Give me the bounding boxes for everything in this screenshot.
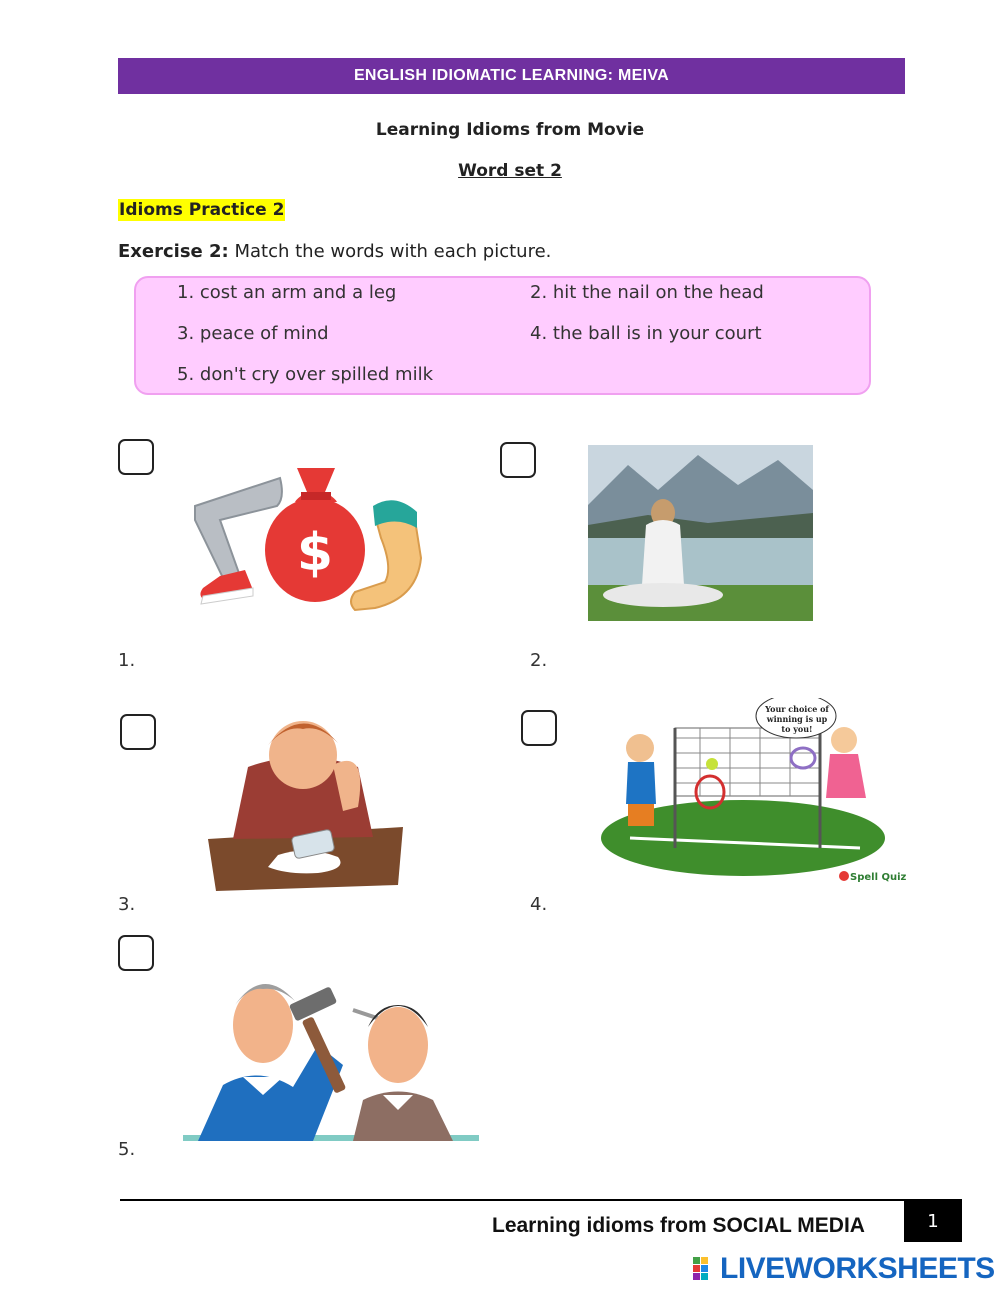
picture-number: 3.	[118, 894, 136, 915]
picture-number: 2.	[530, 650, 548, 671]
page-title: Learning Idioms from Movie	[375, 120, 645, 140]
exercise-text: Match the words with each picture.	[234, 241, 552, 262]
hammer-nail-head-image	[183, 965, 479, 1141]
footer-divider	[120, 1199, 962, 1201]
answer-box-1[interactable]	[118, 439, 154, 475]
picture-number: 1.	[118, 650, 136, 671]
exercise-instruction	[118, 241, 551, 262]
exercise-label: Exercise 2:	[118, 241, 229, 262]
arm-leg-money-bag-image	[185, 458, 445, 618]
word-bank-item: 2. hit the nail on the head	[530, 282, 764, 303]
speech-bubble-text: Your choice of winning is up to you!	[765, 704, 829, 734]
crying-spilled-milk-image	[208, 707, 403, 895]
svg-text:$: $	[296, 523, 334, 583]
section-heading	[118, 200, 285, 220]
answer-box-4[interactable]	[521, 710, 557, 746]
answer-box-5[interactable]	[118, 935, 154, 971]
liveworksheets-text: LIVEWORKSHEETS	[720, 1252, 995, 1285]
footer-title: Learning idioms from SOCIAL MEDIA	[492, 1214, 865, 1237]
spellquiz-logo: Spell Quiz	[850, 872, 907, 883]
picture-number: 5.	[118, 1139, 136, 1160]
word-bank-item: 1. cost an arm and a leg	[177, 282, 397, 303]
picture-number: 4.	[530, 894, 548, 915]
word-bank-item: 3. peace of mind	[177, 323, 329, 344]
liveworksheets-brand	[692, 1252, 995, 1286]
word-bank-item: 4. the ball is in your court	[530, 323, 762, 344]
liveworksheets-logo-icon	[692, 1256, 718, 1282]
word-bank-item: 5. don't cry over spilled milk	[177, 364, 433, 385]
word-set-subtitle: Word set 2	[458, 161, 562, 181]
answer-box-2[interactable]	[500, 442, 536, 478]
answer-box-3[interactable]	[120, 714, 156, 750]
tennis-court-image	[600, 698, 900, 890]
header-banner: ENGLISH IDIOMATIC LEARNING: MEIVA	[118, 58, 905, 94]
page-number: 1	[904, 1200, 962, 1242]
meditation-lake-image	[588, 445, 813, 621]
section-highlight: Idioms Practice 2	[119, 200, 285, 220]
